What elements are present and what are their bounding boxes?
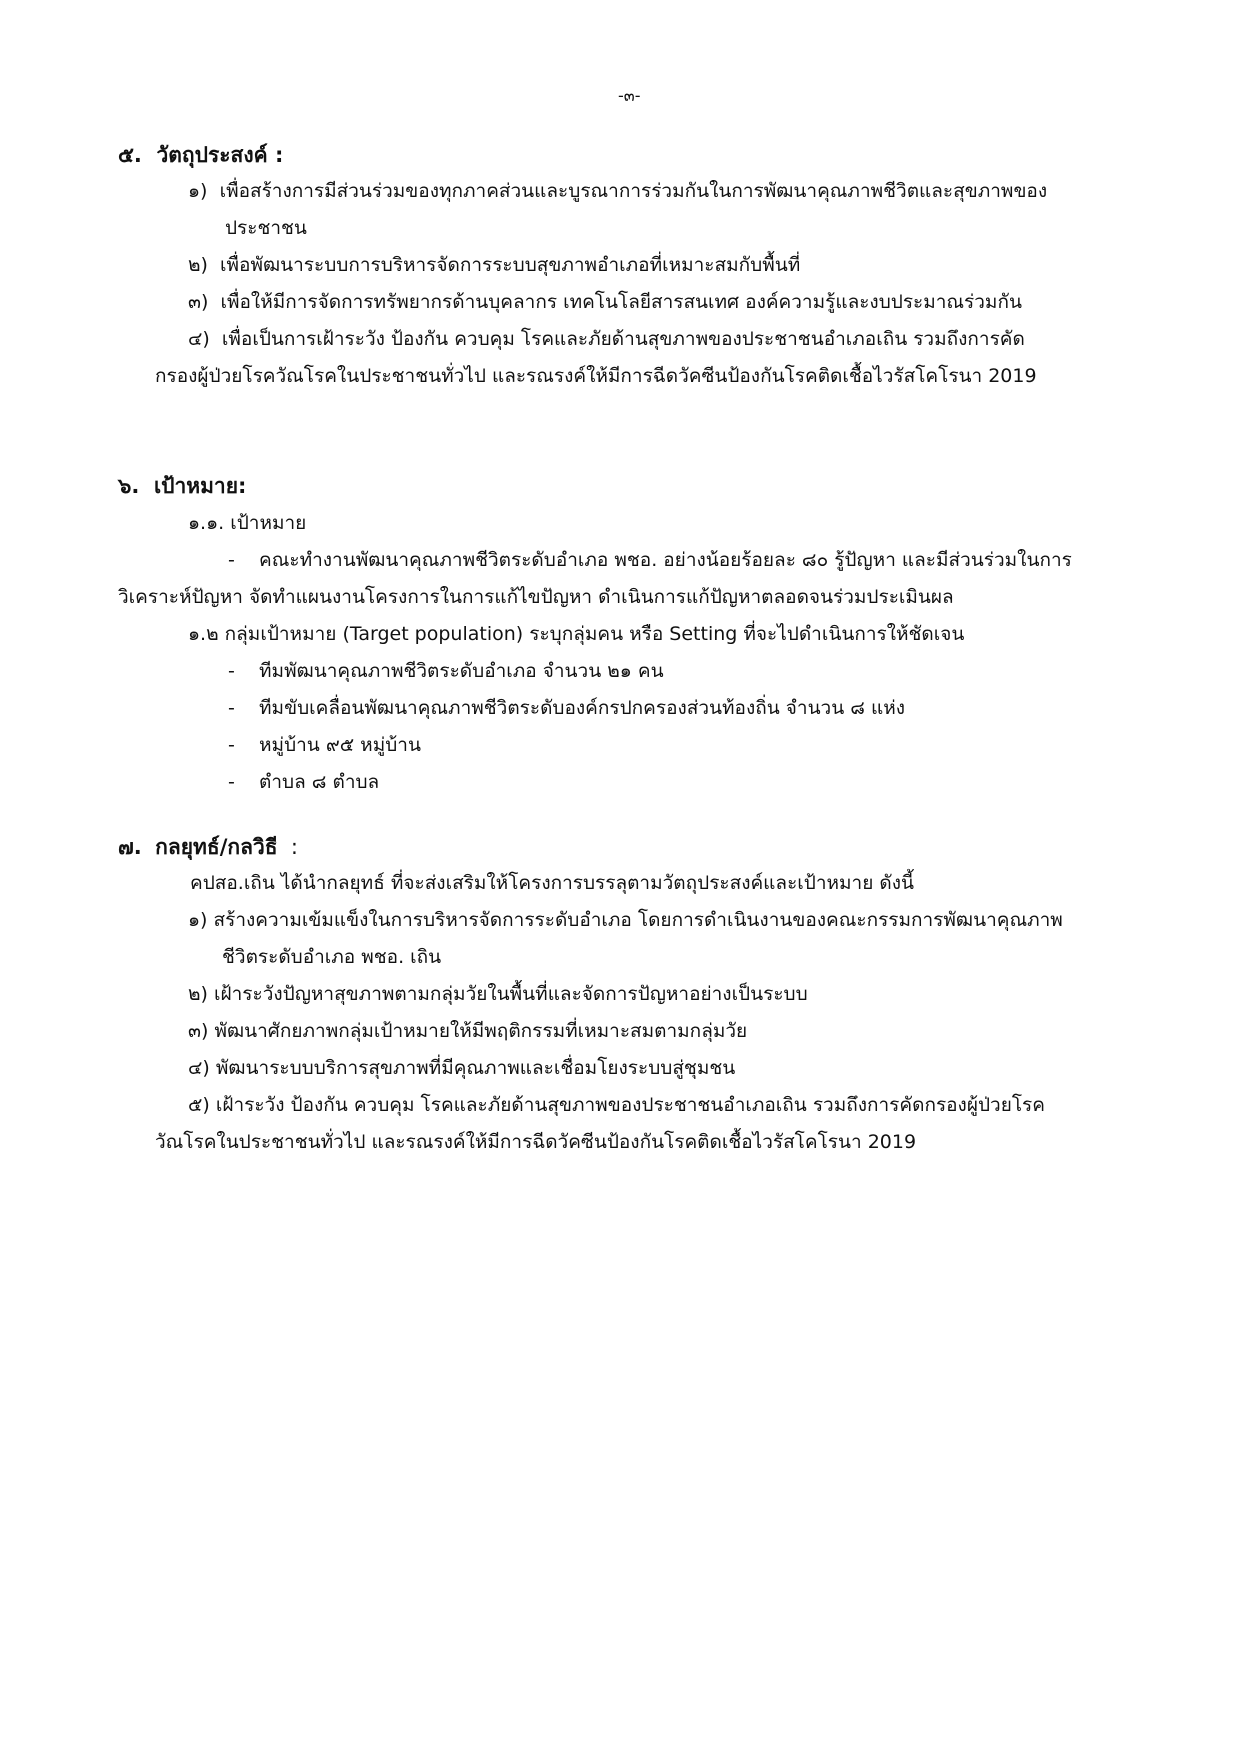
strategy-text: พัฒนาระบบบริการสุขภาพที่มีคุณภาพและเชื่อมโยงระบบสู่ชุมชน (215, 1057, 736, 1079)
section-6-heading (118, 476, 246, 497)
objective-text: เพื่อสร้างการมีส่วนร่วมของทุกภาคส่วนและบูรณาการร่วมกันในการพัฒนาคุณภาพชีวิตและสุขภาพของ (219, 180, 1048, 202)
list-item-text: ตำบล ๘ ตำบล (259, 771, 380, 793)
section-7-title: กลยุทธ์/กลวิธี (155, 835, 278, 859)
strategy-item (188, 911, 1063, 930)
strategy-number: ๓) (188, 1020, 209, 1042)
strategy-number: ๕) (188, 1094, 210, 1116)
bullet-dash: - (228, 771, 235, 793)
objective-item (188, 182, 1047, 201)
list-item (228, 736, 421, 755)
objective-continuation: กรองผู้ป่วยโรควัณโรคในประชาชนทั่วไป และรณรงค์ให้มีการฉีดวัคซีนป้องกันโรคติดเชื้อไวรัสโคโรนา 2019 (155, 365, 1037, 387)
strategy-intro: คปสอ.เถิน ได้นำกลยุทธ์ ที่จะส่งเสริมให้โครงการบรรลุตามวัตถุประสงค์และเป้าหมาย ดังนี้ (190, 872, 914, 894)
strategy-text: เฝ้าระวังปัญหาสุขภาพตามกลุ่มวัยในพื้นที่และจัดการปัญหาอย่างเป็นระบบ (213, 983, 808, 1005)
bullet-dash: - (228, 549, 235, 571)
list-item-text: หมู่บ้าน ๙๕ หมู่บ้าน (259, 734, 421, 756)
objective-item (188, 293, 1022, 312)
objective-text: เพื่อให้มีการจัดการทรัพยากรด้านบุคลากร เทคโนโลยีสารสนเทศ องค์ความรู้และงบประมาณร่วมกัน (220, 291, 1022, 313)
bullet-dash: - (228, 697, 235, 719)
strategy-continuation: วัณโรคในประชาชนทั่วไป และรณรงค์ให้มีการฉีดวัคซีนป้องกันโรคติดเชื้อไวรัสโคโรนา 2019 (155, 1131, 917, 1153)
list-item-text: ทีมขับเคลื่อนพัฒนาคุณภาพชีวิตระดับองค์กรปกครองส่วนท้องถิ่น จำนวน ๘ แห่ง (259, 697, 905, 719)
strategy-text: พัฒนาศักยภาพกลุ่มเป้าหมายให้มีพฤติกรรมที่เหมาะสมตามกลุ่มวัย (214, 1020, 748, 1042)
section-7-number: ๗. (118, 835, 142, 859)
strategy-number: ๑) (188, 909, 208, 931)
objective-item (188, 256, 800, 275)
strategy-item (188, 1022, 747, 1041)
page-number: -๓- (618, 86, 641, 105)
target-item-continuation: วิเคราะห์ปัญหา จัดทำแผนงานโครงการในการแก้ไขปัญหา ดำเนินการแก้ปัญหาตลอดจนร่วมประเมินผล (118, 586, 954, 608)
objective-number: ๒) (188, 254, 208, 276)
objective-number: ๓) (188, 291, 209, 313)
target-item-text: คณะทำงานพัฒนาคุณภาพชีวิตระดับอำเภอ พชอ. อย่างน้อยร้อยละ ๘๐ รู้ปัญหา และมีส่วนร่วมในการ (259, 549, 1072, 571)
section-5-number: ๕. (118, 143, 142, 167)
list-item (228, 773, 379, 792)
strategy-continuation: ชีวิตระดับอำเภอ พชอ. เถิน (222, 946, 442, 968)
target-group-subheading: ๑.๒ กลุ่มเป้าหมาย (Target population) ระบุกลุ่มคน หรือ Setting ที่จะไปดำเนินการให้ชัดเจน (188, 623, 965, 645)
strategy-number: ๒) (188, 983, 208, 1005)
objective-number: ๑) (188, 180, 208, 202)
strategy-text: สร้างความเข้มแข็งในการบริหารจัดการระดับอำเภอ โดยการดำเนินงานของคณะกรรมการพัฒนาคุณภาพ (213, 909, 1063, 931)
target-subheading: ๑.๑. เป้าหมาย (188, 512, 307, 534)
strategy-item (188, 1096, 1045, 1115)
section-7-colon: : (290, 835, 298, 859)
list-item (228, 662, 664, 681)
strategy-text: เฝ้าระวัง ป้องกัน ควบคุม โรคและภัยด้านสุขภาพของประชาชนอำเภอเถิน รวมถึงการคัดกรองผู้ป่วยโรค (215, 1094, 1045, 1116)
bullet-dash: - (228, 660, 235, 682)
list-item (228, 699, 905, 718)
objective-number: ๔) (188, 328, 210, 350)
section-6-title: เป้าหมาย: (153, 474, 247, 498)
section-6-number: ๖. (118, 474, 140, 498)
strategy-item (188, 985, 808, 1004)
strategy-number: ๔) (188, 1057, 210, 1079)
strategy-item (188, 1059, 735, 1078)
list-item-text: ทีมพัฒนาคุณภาพชีวิตระดับอำเภอ จำนวน ๒๑ คน (259, 660, 664, 682)
section-5-heading (118, 145, 283, 166)
objective-item (188, 330, 1025, 349)
objective-continuation: ประชาชน (225, 217, 307, 239)
section-5-title: วัตถุประสงค์ : (156, 143, 284, 167)
bullet-dash: - (228, 734, 235, 756)
target-item (228, 551, 1072, 570)
section-7-heading (118, 837, 298, 858)
objective-text: เพื่อเป็นการเฝ้าระวัง ป้องกัน ควบคุม โรคและภัยด้านสุขภาพของประชาชนอำเภอเถิน รวมถึงการคัด (221, 328, 1025, 350)
objective-text: เพื่อพัฒนาระบบการบริหารจัดการระบบสุขภาพอำเภอที่เหมาะสมกับพื้นที่ (220, 254, 801, 276)
